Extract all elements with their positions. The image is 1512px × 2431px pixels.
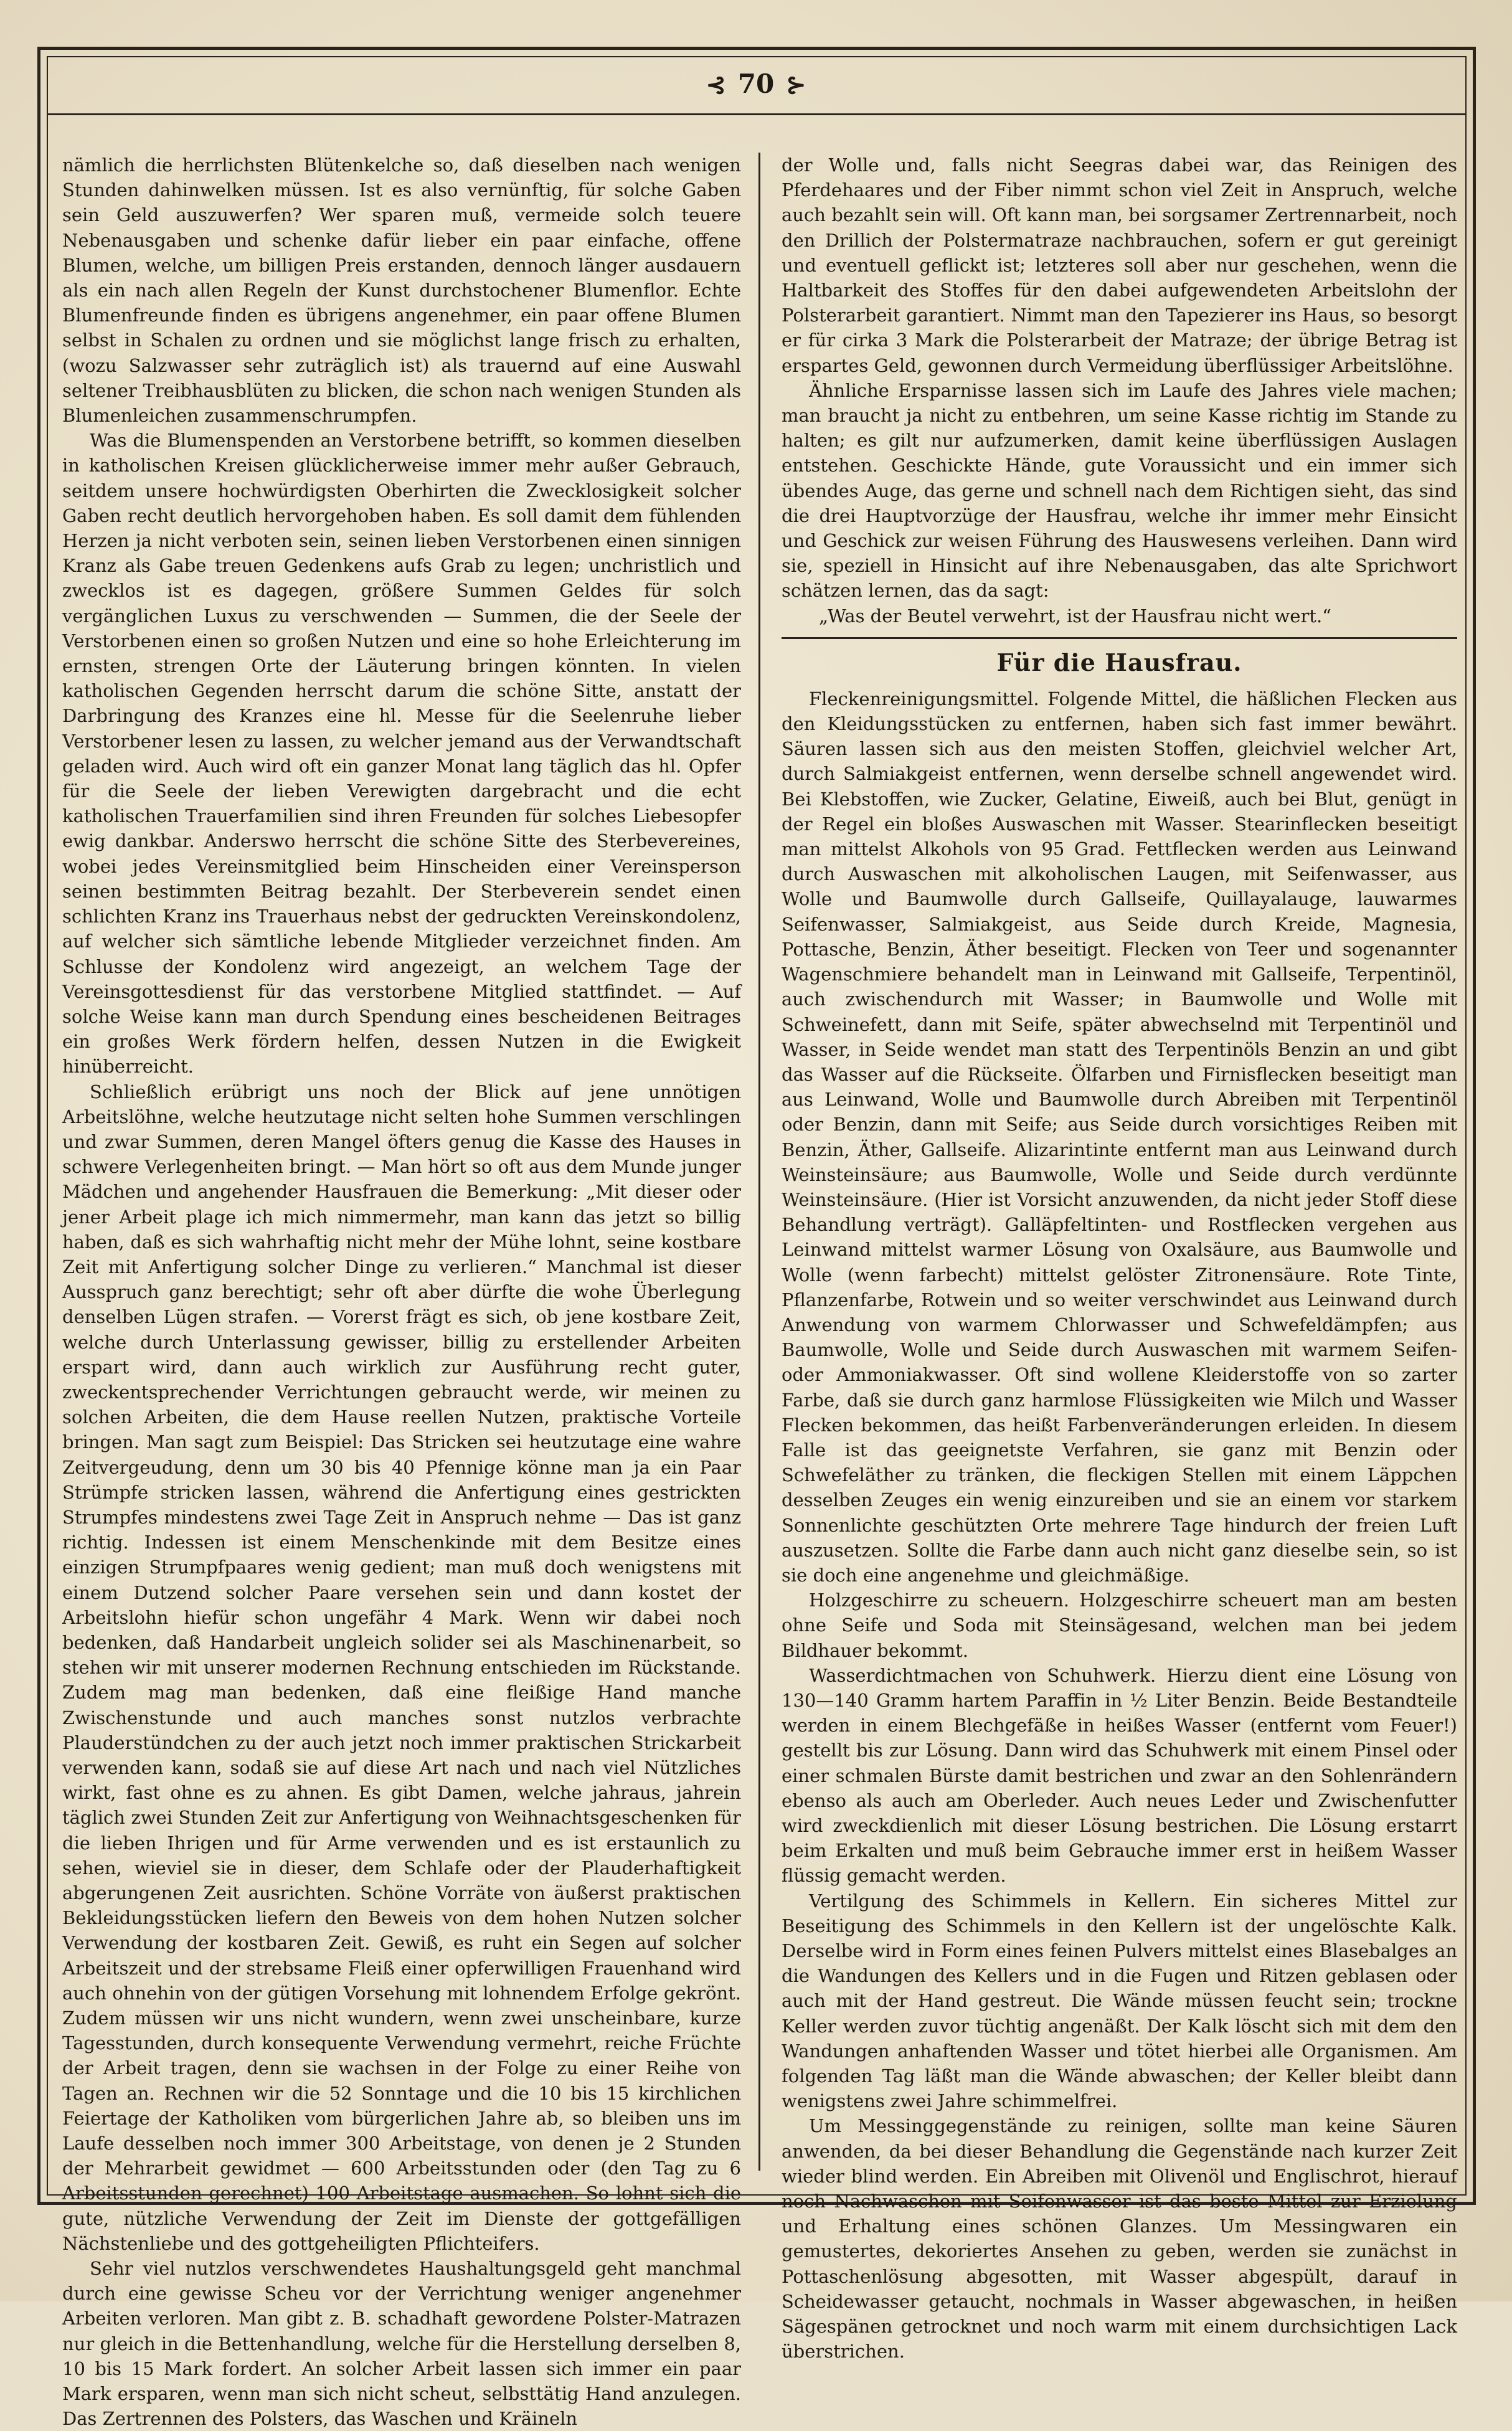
left-column <box>62 153 741 2430</box>
ornament-right-icon: ⊱ <box>786 70 806 98</box>
column-divider <box>758 153 760 2171</box>
left-paragraph-4: Sehr viel nutzlos verschwendetes Haushaltungsgeld geht manchmal durch eine gewisse Scheu vor der Verrichtung weniger angenehmer Arbeiten verloren. Man gibt z. B. schadhaft gewordene Polster-Matrazen nur gleich in die Bettenhandlung, welche für die Herstellung derselben 8, 10 bis 15 Mark fordert. An solcher Arbeit lassen sich immer ein paar Mark ersparen, wenn man sich nicht scheut, selbsttätig Hand anzulegen. Das Zertrennen des Polsters, das Waschen und Kräineln <box>62 2258 741 2430</box>
tip-stain-removal: Fleckenreinigungsmittel. Folgende Mittel, die häßlichen Flecken aus den Kleidungsstücken zu entfernen, haben sich fast immer bewährt. Säuren lassen sich aus den meisten Stoffen, gleichviel welcher Art, durch Salmiakgeist entfernen, wenn derselbe schnell angewendet wird. Bei Klebstoffen, wie Zucker, Gelatine, Eiweiß, auch bei Blut, genügt in der Regel ein bloßes Auswaschen mit Wasser. Stearinflecken beseitigt man mittelst Alkohols von 95 Grad. Fettflecken werden aus Leinwand durch Auswaschen mit alkoholischen Laugen, mit Seifenwasser, aus Wolle und Baumwolle durch Gallseife, Quillayalauge, lauwarmes Seifenwasser, Salmiakgeist, aus Seide durch Kreide, Magnesia, Pottasche, Benzin, Äther beseitigt. Flecken von Teer und sogenannter Wagenschmiere behandelt man in Leinwand mit Gallseife, Terpentinöl, auch zwischendurch mit Wasser; in Baumwolle und Wolle mit Schweinefett, dann mit Seife, später abwechselnd mit Terpentinöl und Wasser, in Seide wendet man statt des Terpentinöls Benzin an und gibt das Wasser auf die Rückseite. Ölfarben und Firnisflecken beseitigt man aus Leinwand, Wolle und Baumwolle durch Abreiben mit Terpentinöl oder Benzin, dann mit Seife; aus Seide durch vorsichtiges Reiben mit Benzin, Äther, Gallseife. Alizarintinte entfernt man aus Leinwand durch Weinsteinsäure; aus Baumwolle, Wolle und Seide durch verdünnte Weinsteinsäure. (Hier ist Vorsicht anzuwenden, da nicht jeder Stoff diese Behandlung verträgt). Galläpfeltinten- und Rostflecken vergehen aus Leinwand mittelst warmer Lösung von Oxalsäure, aus Baumwolle und Wolle (wenn farbecht) mittelst gelöster Zitronensäure. Rote Tinte, Pflanzenfarbe, Rotwein und so weiter verschwindet aus Leinwand durch Anwendung von warmem Chlorwasser und Schwefeldämpfen; aus Baumwolle, Wolle und Seide durch Auswaschen mit warmem Seifen- oder Ammoniakwasser. Oft sind wollene Kleiderstoffe von so zarter Farbe, daß sie durch ganz harmlose Flüssigkeiten wie Milch und Wasser Flecken bekommen, das heißt Farbenveränderungen erleiden. In diesem Falle ist das geeignetste Verfahren, sie ganz mit Benzin oder Schwefeläther zu tränken, die fleckigen Stellen mit einem Läppchen desselben Zeuges ein wenig einzureiben und sie an einem vor starkem Sonnenlichte geschützten Orte mehrere Tage hindurch der freien Luft auszusetzen. Sollte die Farbe dann auch nicht ganz dieselbe sein, so ist sie doch eine angenehme und gleichmäßige. <box>782 688 1457 1586</box>
tip-wooden-dishes: Holzgeschirre zu scheuern. Holzgeschirre scheuert man am besten ohne Seife und Soda mit Steinsägesand, welchen man bei jedem Bildhauer bekommt. <box>782 1590 1457 1661</box>
right-paragraph-1: der Wolle und, falls nicht Seegras dabei war, das Reinigen des Pferdehaares und der Fiber nimmt schon viel Zeit in Anspruch, welche auch bezahlt sein will. Oft kann man, bei sorgsamer Zertrennarbeit, noch den Drillich der Polstermatraze nachbrauchen, sofern er gut gereinigt und eventuell geflickt ist; letzteres soll aber nur geschehen, wenn die Haltbarkeit des Stoffes für den dabei aufgewendeten Arbeitslohn der Polsterarbeit garantiert. Nimmt man den Tapezierer ins Haus, so besorgt er für cirka 3 Mark die Polsterarbeit der Matraze; der übrige Betrag ist erspartes Geld, gewonnen durch Vermeidung überflüssiger Arbeitslöhne. <box>782 154 1457 376</box>
page-number: 70 <box>737 69 775 99</box>
proverb-quote: „Was der Beutel verwehrt, ist der Hausfrau nicht wert.“ <box>819 605 1332 627</box>
ornament-left-icon: ⊰ <box>706 70 726 98</box>
header-rule <box>47 113 1465 115</box>
section-title: Für die Hausfrau. <box>996 648 1242 676</box>
right-column <box>782 153 1457 2362</box>
left-paragraph-1: nämlich die herrlichsten Blütenkelche so, daß dieselben nach wenigen Stunden dahinwelken müssen. Ist es also vernünftig, für solche Gaben sein Geld auszuwerfen? Wer sparen muß, vermeide solch teuere Nebenausgaben und schenke dafür lieber ein paar einfache, offene Blumen, welche, um billigen Preis erstanden, dennoch länger ausdauern als ein nach allen Regeln der Kunst durchstochener Blumenflor. Echte Blumenfreunde finden es übrigens angenehmer, ein paar offene Blumen selbst in Schalen zu ordnen und sie möglichst lange frisch zu erhalten, (wozu Salzwasser sehr zuträglich ist) als trauernd auf eine Auswahl seltener Treibhausblüten zu blicken, die schon nach wenigen Stunden als Blumenleichen zusammenschrumpfen. <box>62 154 741 427</box>
right-paragraph-2: Ähnliche Ersparnisse lassen sich im Laufe des Jahres viele machen; man braucht ja nicht zu entbehren, um seine Kasse richtig im Stande zu halten; es gilt nur aufzumerken, damit keine überflüssigen Auslagen entstehen. Geschickte Hände, gute Voraussicht und ein immer sich übendes Auge, das gerne und schnell nach dem Richtigen sieht, das sind die drei Hauptvorzüge der Hausfrau, welche ihr immer mehr Einsicht und Geschick zur weisen Führung des Hauswesens verleihen. Dann wird sie, speziell in Hinsicht auf ihre Nebenausgaben, das alte Sprichwort schätzen lernen, das da sagt: <box>782 379 1457 602</box>
left-paragraph-3: Schließlich erübrigt uns noch der Blick auf jene unnötigen Arbeitslöhne, welche heutzutage nicht selten hohe Summen verschlingen und zwar Summen, deren Mangel öfters genug die Kasse des Hauses in schwere Verlegenheiten bringt. — Man hört so oft aus dem Munde junger Mädchen und angehender Hausfrauen die Bemerkung: „Mit dieser oder jener Arbeit plage ich mich nimmermehr, man kann das jetzt so billig haben, daß es sich wahrhaftig nicht mehr der Mühe lohnt, seine kostbare Zeit mit Anfertigung solcher Dinge zu verlieren.“ Manchmal ist dieser Ausspruch ganz berechtigt; sehr oft aber dürfte die wohe Überlegung denselben Lügen strafen. — Vorerst frägt es sich, ob jene kostbare Zeit, welche durch Unterlassung gewisser, billig zu erstellender Arbeiten erspart wird, dann auch wirklich zur Ausführung recht guter, zweckentsprechender Verrichtungen gebraucht werde, wir meinen zu solchen Arbeiten, die dem Hause reellen Nutzen, praktische Vorteile bringen. Man sagt zum Beispiel: Das Stricken sei heutzutage eine wahre Zeitvergeudung, denn um 30 bis 40 Pfennige könne man ja ein Paar Strümpfe stricken lassen, während die Anfertigung eines gestrickten Strumpfes mindestens zwei Tage Zeit in Anspruch nehme — Das ist ganz richtig. Indessen ist einem Menschenkinde mit dem Besitze eines einzigen Strumpfpaares wenig gedient; man muß doch wenigstens mit einem Dutzend solcher Paare versehen sein und dann kostet der Arbeitslohn hiefür schon ungefähr 4 Mark. Wenn wir dabei noch bedenken, daß Handarbeit ungleich solider sei als Maschinenarbeit, so stehen wir mit unserer modernen Rechnung entschieden im Rückstande. Zudem mag man bedenken, daß eine fleißige Hand manche Zwischenstunde und auch manches sonst nutzlos verbrachte Plauderstündchen zu der auch jetzt noch immer praktischen Strickarbeit verwenden kann, sodaß sie auf diese Art nach und nach viel Nützliches wirkt, fast ohne es zu ahnen. Es gibt Damen, welche jahraus, jahrein täglich zwei Stunden Zeit zur Anfertigung von Weihnachtsgeschenken für die lieben Ihrigen und für Arme verwenden und es ist erstaunlich zu sehen, wieviel sie in dieser, dem Schlafe oder der Plauderhaftigkeit abgerungenen Zeit ausrichten. Schöne Vorräte von äußerst praktischen Bekleidungsstücken liefern den Beweis von dem hohen Nutzen solcher Verwendung der kostbaren Zeit. Gewiß, es ruht ein Segen auf solcher Arbeitszeit und der strebsame Fleiß einer opferwilligen Frauenhand wird auch ohnehin von der gütigen Vorsehung mit lohnendem Erfolge gekrönt. Zudem müssen wir uns nicht wundern, wenn zwei unscheinbare, kurze Tagesstunden, durch konsequente Verwendung vermehrt, reiche Früchte der Arbeit tragen, denn sie wachsen in der Folge zu einer Reihe von Tagen an. Rechnen wir die 52 Sonntage und die 10 bis 15 kirchlichen Feiertage der Katholiken vom bürgerlichen Jahre ab, so bleiben uns im Laufe desselben noch immer 300 Arbeitstage, von denen je 2 Stunden der Mehrarbeit gewidmet — 600 Arbeitsstunden oder (den Tag zu 6 Arbeitsstunden gerechnet) 100 Arbeitstage ausmachen. So lohnt sich die gute, nützliche Verwendung der Zeit im Dienste der gottgefälligen Nächstenliebe und des gottgeheiligten Pflichteifers. <box>62 1081 741 2254</box>
page-header <box>0 56 1512 112</box>
left-paragraph-2: Was die Blumenspenden an Verstorbene betrifft, so kommen dieselben in katholischen Kreisen glücklicherweise immer mehr außer Gebrauch, seitdem unsere hochwürdigsten Oberhirten die Zwecklosigkeit solcher Gaben recht deutlich hervorgehoben haben. Es soll damit dem fühlenden Herzen ja nicht verboten sein, seinen lieben Verstorbenen einen sinnigen Kranz als Gabe treuen Gedenkens aufs Grab zu legen; unchristlich und zwecklos ist es dagegen, größere Summen Geldes für solch vergänglichen Luxus zu verschwenden — Summen, die der Seele der Verstorbenen einen so großen Nutzen und eine so hohe Erleichterung im ernsten, strengen Orte der Läuterung bringen könnten. In vielen katholischen Gegenden herrscht darum die schöne Sitte, anstatt der Darbringung des Kranzes eine hl. Messe für die Seelenruhe lieber Verstorbener lesen zu lassen, zu welcher jemand aus der Verwandtschaft geladen wird. Auch wird oft ein ganzer Monat lang täglich das hl. Opfer für die Seele der lieben Verewigten dargebracht und die echt katholischen Trauerfamilien sind ihren Freunden für solches Liebesopfer ewig dankbar. Anderswo herrscht die schöne Sitte des Sterbevereines, wobei jedes Vereinsmitglied beim Hinscheiden einer Vereinsperson seinen bestimmten Beitrag bezahlt. Der Sterbeverein sendet einen schlichten Kranz ins Trauerhaus nebst der gedruckten Vereinskondolenz, auf welcher sich sämtliche lebende Mitglieder verzeichnet finden. Am Schlusse der Kondolenz wird angezeigt, an welchem Tage der Vereinsgottesdienst für das verstorbene Mitglied stattfindet. — Auf solche Weise kann man durch Spendung eines bescheidenen Beitrages ein großes Werk fördern helfen, dessen Nutzen in die Ewigkeit hinüberreicht. <box>62 430 741 1078</box>
section-rule <box>782 637 1457 639</box>
tip-brass-cleaning: Um Messinggegenstände zu reinigen, sollte man keine Säuren anwenden, da bei dieser Behandlung die Gegenstände nach kurzer Zeit wieder blind werden. Ein Abreiben mit Olivenöl und Englischrot, hierauf noch Nachwaschen mit Seifenwasser ist das beste Mittel zur Erzielung und Erhaltung eines schönen Glanzes. Um Messingwaren ein gemustertes, dekoriertes Ansehen zu geben, werden sie zunächst in Pottaschenlösung abgesotten, mit Wasser abgespült, darauf in Scheidewasser getaucht, nochmals in Wasser abgewaschen, in heißen Sägespänen getrocknet und noch warm mit einem durchsichtigen Lack überstrichen. <box>782 2115 1457 2362</box>
tip-waterproof-shoes: Wasserdichtmachen von Schuhwerk. Hierzu dient eine Lösung von 130—140 Gramm hartem Paraffin in ½ Liter Benzin. Beide Bestandteile werden in einem Blechgefäße in heißes Wasser (entfernt vom Feuer!) gestellt bis zur Lösung. Dann wird das Schuhwerk mit einem Pinsel oder einer schmalen Bürste damit bestrichen und zwar an den Sohlenrändern ebenso als auch am Oberleder. Auch neues Leder und Zwischenfutter wird zweckdienlich mit dieser Lösung bestrichen. Die Lösung erstarrt beim Erkalten und muß beim Gebrauche immer erst in heißem Wasser flüssig gemacht werden. <box>782 1664 1457 1887</box>
tip-cellar-mold: Vertilgung des Schimmels in Kellern. Ein sicheres Mittel zur Beseitigung des Schimmels in den Kellern ist der ungelöschte Kalk. Derselbe wird in Form eines feinen Pulvers mittelst eines Blasebalges an die Wandungen des Kellers und in die Fugen und Ritzen geblasen oder auch mit der Hand gestreut. Die Wände müssen feucht sein; trockne Keller werden zuvor tüchtig angenäßt. Der Kalk löscht sich mit dem den Wandungen anhaftenden Wasser und tötet hierbei alle Organismen. Am folgenden Tag läßt man die Wände abwaschen; der Keller bleibt dann wenigstens zwei Jahre schimmelfrei. <box>782 1890 1457 2112</box>
